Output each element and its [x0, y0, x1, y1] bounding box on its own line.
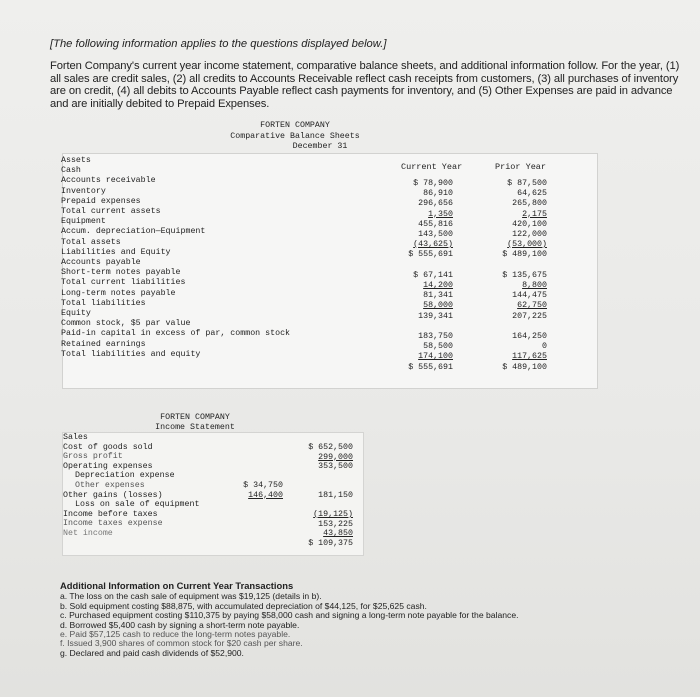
is-company: FORTEN COMPANY	[160, 413, 230, 422]
bs-label: Long-term notes payable	[61, 288, 176, 298]
balance-sheet-table	[62, 153, 598, 389]
bs-value: 164,250	[512, 332, 547, 342]
bs-label: Common stock, $5 par value	[61, 319, 191, 329]
is-value: 43,850	[323, 529, 353, 539]
bs-label: Total liabilities and equity	[61, 349, 201, 359]
bs-value: $ 489,100	[502, 250, 547, 260]
bs-value: $ 555,691	[408, 362, 453, 372]
is-labels	[63, 433, 199, 539]
is-value: 181,150	[318, 490, 353, 500]
bs-label: Liabilities and Equity	[61, 247, 171, 257]
bs-value: 455,816	[418, 219, 453, 229]
header-prior-year: Prior Year	[495, 162, 547, 172]
is-label: Sales	[63, 433, 88, 442]
bs-value: 1,350	[428, 209, 453, 219]
bs-value: $ 135,675	[502, 270, 547, 280]
is-column-2	[291, 443, 353, 549]
bs-value: 14,200	[423, 281, 453, 291]
bs-value: 8,800	[522, 281, 547, 291]
bs-value: $ 489,100	[502, 362, 547, 372]
bs-value: 64,625	[517, 189, 547, 199]
is-label: Other expenses	[75, 480, 145, 490]
bs-value: 117,625	[512, 352, 547, 362]
is-label: Income before taxes	[63, 509, 158, 519]
bs-value: 2,175	[522, 209, 547, 219]
bs-value: 86,910	[423, 189, 453, 199]
is-label: Net income	[63, 528, 113, 538]
bs-value: 58,000	[423, 301, 453, 311]
bs-label: Total current assets	[61, 207, 161, 217]
is-gap	[291, 501, 353, 511]
bs-value: 62,750	[517, 301, 547, 311]
is-label: Income taxes expense	[63, 519, 163, 529]
additional-item: c. Purchased equipment costing $110,375 by paying $58,000 cash and signing a long-term note payable for the balance.	[60, 610, 519, 621]
bs-label: Paid-in capital in excess of par, common stock	[61, 329, 291, 339]
bs-label: Short-term notes payable	[61, 268, 181, 278]
intro-header: [The following information applies to the questions displayed below.]	[50, 38, 387, 50]
is-gap	[291, 481, 353, 491]
additional-item: e. Paid $57,125 cash to reduce the long-term notes payable.	[60, 629, 291, 640]
bs-title: Comparative Balance Sheets	[230, 131, 360, 141]
bs-value	[477, 322, 547, 332]
additional-information	[60, 581, 690, 658]
is-label: Operating expenses	[63, 461, 153, 471]
bs-value: (43,625)	[413, 240, 453, 250]
bs-value: 174,100	[418, 352, 453, 362]
prior-year-column	[477, 179, 547, 373]
additional-title: Additional Information on Current Year Transactions	[60, 580, 294, 591]
bs-label: Assets	[61, 156, 91, 165]
bs-label: Total assets	[61, 237, 121, 247]
is-value: $ 34,750	[243, 481, 283, 490]
bs-label: Equity	[61, 309, 91, 319]
bs-date: December 31	[292, 142, 348, 151]
income-statement-table	[62, 432, 364, 556]
bs-label: Total liabilities	[61, 298, 146, 308]
bs-value	[383, 322, 453, 332]
bs-label: Equipment	[61, 217, 106, 227]
bs-labels	[61, 156, 290, 360]
is-label: Depreciation expense	[75, 471, 175, 481]
bs-value: 0	[542, 342, 547, 352]
additional-item: d. Borrowed $5,400 cash by signing a short-term note payable.	[60, 619, 300, 630]
bs-value: $ 67,141	[413, 270, 453, 280]
bs-value: 139,341	[418, 311, 453, 321]
is-value: $ 652,500	[308, 443, 353, 452]
bs-value: 81,341	[423, 291, 453, 301]
is-label: Other gains (losses)	[63, 490, 163, 500]
bs-value: 143,500	[418, 230, 453, 240]
additional-item: a. The loss on the cash sale of equipment was $19,125 (details in b).	[60, 591, 322, 602]
additional-item: g. Declared and paid cash dividends of $52,900.	[60, 647, 244, 658]
is-column-1	[233, 481, 283, 500]
is-label: Gross profit	[63, 452, 123, 462]
bs-company: FORTEN COMPANY	[260, 121, 330, 130]
bs-label: Inventory	[61, 186, 106, 196]
additional-item: f. Issued 3,900 shares of common stock for $20 cash per share.	[60, 638, 303, 649]
bs-value	[477, 261, 547, 271]
bs-label: Prepaid expenses	[61, 196, 141, 206]
bs-value: (53,000)	[507, 240, 547, 250]
is-value: (19,125)	[313, 510, 353, 520]
is-gap	[291, 472, 353, 482]
is-label: Loss on sale of equipment	[75, 500, 200, 510]
bs-value: 265,800	[512, 199, 547, 209]
intro-paragraph: Forten Company's current year income statement, comparative balance sheets, and additional information follow. For the year, (1) all sales are credit sales, (2) all credits to Accounts Receivable reflect cash receipts from customers, (3) all purchases of inventory are on credit, (4) all debits to Accounts Payable reflect cash payments for inventory, and (5) Other Expenses are paid in advance and are initially debited to Prepaid Expenses.	[50, 60, 680, 110]
bs-value: 144,475	[512, 291, 547, 301]
header-current-year: Current Year	[401, 162, 463, 172]
bs-label: Retained earnings	[61, 339, 146, 349]
is-value: 299,000	[318, 452, 353, 462]
bs-label: Cash	[61, 166, 81, 176]
bs-label: Accounts payable	[61, 258, 141, 268]
bs-value: 122,000	[512, 230, 547, 240]
bs-value: $ 87,500	[507, 179, 547, 188]
current-year-column	[383, 179, 453, 373]
bs-value: 296,656	[418, 199, 453, 209]
is-value: 153,225	[318, 519, 353, 529]
bs-value: $ 555,691	[408, 250, 453, 260]
bs-label: Accounts receivable	[61, 176, 156, 186]
bs-label: Accum. depreciation—Equipment	[61, 227, 206, 237]
is-value: 146,400	[248, 490, 283, 500]
bs-value: 183,750	[418, 332, 453, 342]
is-value: 353,500	[318, 462, 353, 472]
bs-value: 58,500	[423, 342, 453, 352]
intro-section	[50, 38, 680, 110]
bs-value: 420,100	[512, 219, 547, 229]
is-value: $ 109,375	[308, 538, 353, 548]
bs-value	[383, 261, 453, 271]
is-label: Cost of goods sold	[63, 442, 153, 452]
bs-value: 207,225	[512, 311, 547, 321]
is-title: Income Statement	[155, 423, 235, 432]
bs-value: $ 78,900	[413, 179, 453, 188]
additional-item: b. Sold equipment costing $88,875, with accumulated depreciation of $44,125, for $25,625 cash.	[60, 600, 427, 611]
balance-sheet-title	[200, 121, 390, 153]
bs-label: Total current liabilities	[61, 278, 186, 288]
